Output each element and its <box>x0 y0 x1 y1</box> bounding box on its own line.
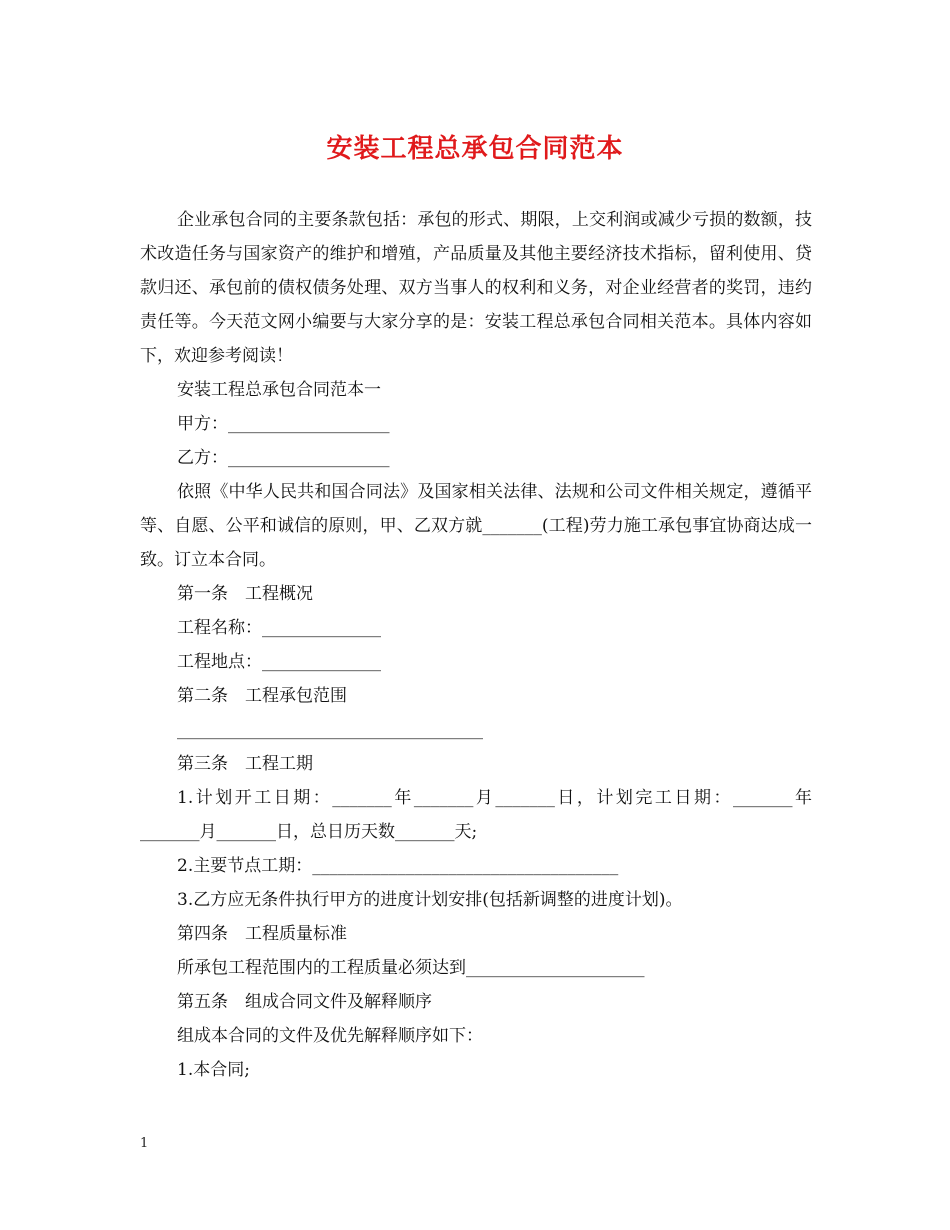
document-title: 安装工程总承包合同范本 <box>326 134 624 164</box>
schedule-item-1: 1.计划开工日期：_______年_______月_______日，计划完工日期：_______年_______月_______日，总日历天数_______天; <box>140 788 812 842</box>
project-name-line: 工程名称：______________ <box>177 618 381 638</box>
article-4-heading: 第四条 工程质量标准 <box>177 924 347 944</box>
page-number: 1 <box>140 1136 149 1151</box>
preamble-paragraph: 依照《中华人民共和国合同法》及国家相关法律、法规和公司文件相关规定，遵循平等、自愿、公平和诚信的原则，甲、乙双方就_______(工程)劳力施工承包事宜协商达成一致。订立本合同。 <box>140 482 812 570</box>
article-1-heading: 第一条 工程概况 <box>177 584 313 604</box>
scope-blank-line: ____________________________________ <box>177 720 483 740</box>
documents-order-line: 组成本合同的文件及优先解释顺序如下： <box>177 1026 483 1046</box>
schedule-item-3: 3.乙方应无条件执行甲方的进度计划安排(包括新调整的进度计划)。 <box>177 890 683 910</box>
contract-heading: 安装工程总承包合同范本一 <box>177 380 381 400</box>
party-a-line: 甲方：___________________ <box>177 414 390 434</box>
schedule-item-2: 2.主要节点工期：____________________________________ <box>177 856 619 876</box>
article-5-heading: 第五条 组成合同文件及解释顺序 <box>177 992 432 1012</box>
project-location-line: 工程地点：______________ <box>177 652 381 672</box>
article-3-heading: 第三条 工程工期 <box>177 754 313 774</box>
article-2-heading: 第二条 工程承包范围 <box>177 686 347 706</box>
party-b-line: 乙方：___________________ <box>177 448 390 468</box>
quality-standard-line: 所承包工程范围内的工程质量必须达到_____________________ <box>177 958 645 978</box>
document-body <box>140 203 812 1087</box>
intro-paragraph: 企业承包合同的主要条款包括：承包的形式、期限，上交利润或减少亏损的数额，技术改造任务与国家资产的维护和增殖，产品质量及其他主要经济技术指标，留利使用、贷款归还、承包前的债权债务处理、双方当事人的权利和义务，对企业经营者的奖罚，违约责任等。今天范文网小编要与大家分享的是：安装工程总承包合同相关范本。具体内容如下，欢迎参考阅读！ <box>140 210 812 366</box>
documents-item-1: 1.本合同; <box>177 1060 250 1080</box>
